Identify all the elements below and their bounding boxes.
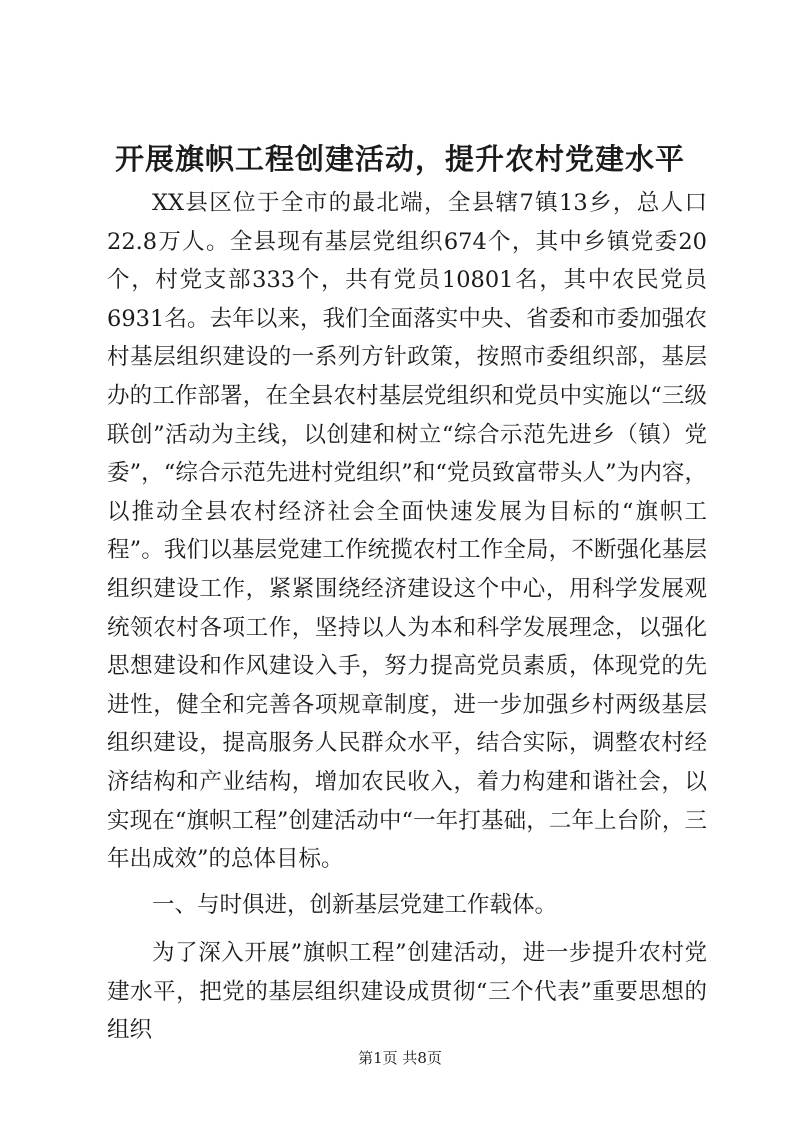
paragraph-intro: XX县区位于全市的最北端，全县辖7镇13乡，总人口22.8万人。全县现有基层党组织674个，其中乡镇党委20个，村党支部333个，共有党员10801名，其中农民党员6931名。去年以来，我们全面落实中央、省委和市委加强农村基层组织建设的一系列方针政策，按照市委组织部，基层办的工作部署，在全县农村基层党组织和党员中实施以“三级联创”活动为主线，以创建和树立“综合示范先进乡（镇）党委”，“综合示范先进村党组织”和“党员致富带头人”为内容，以推动全县农村经济社会全面快速发展为目标的“旗帜工程”。我们以基层党建工作统揽农村工作全局，不断强化基层组织建设工作，紧紧围绕经济建设这个中心，用科学发展观统领农村各项工作，坚持以人为本和科学发展理念，以强化思想建设和作风建设入手，努力提高党员素质，体现党的先进性，健全和完善各项规章制度，进一步加强乡村两级基层组织建设，提高服务人民群众水平，结合实际，调整农村经济结构和产业结构，增加农民收入，着力构建和谐社会，以实现在“旗帜工程”创建活动中“一年打基础，二年上台阶，三年出成效”的总体目标。 — [107, 190, 707, 873]
paragraph-section-1: 为了深入开展”旗帜工程”创建活动，进一步提升农村党建水平，把党的基层组织建设成贯彻“三个代表”重要思想的组织 — [107, 940, 707, 1044]
section-heading-1: 一、与时俱进，创新基层党建工作载体。 — [152, 891, 558, 918]
page-number-footer: 第1页 共8页 — [358, 1049, 442, 1067]
document-title: 开展旗帜工程创建活动，提升农村党建水平 — [114, 142, 685, 176]
document-body — [107, 184, 707, 1050]
